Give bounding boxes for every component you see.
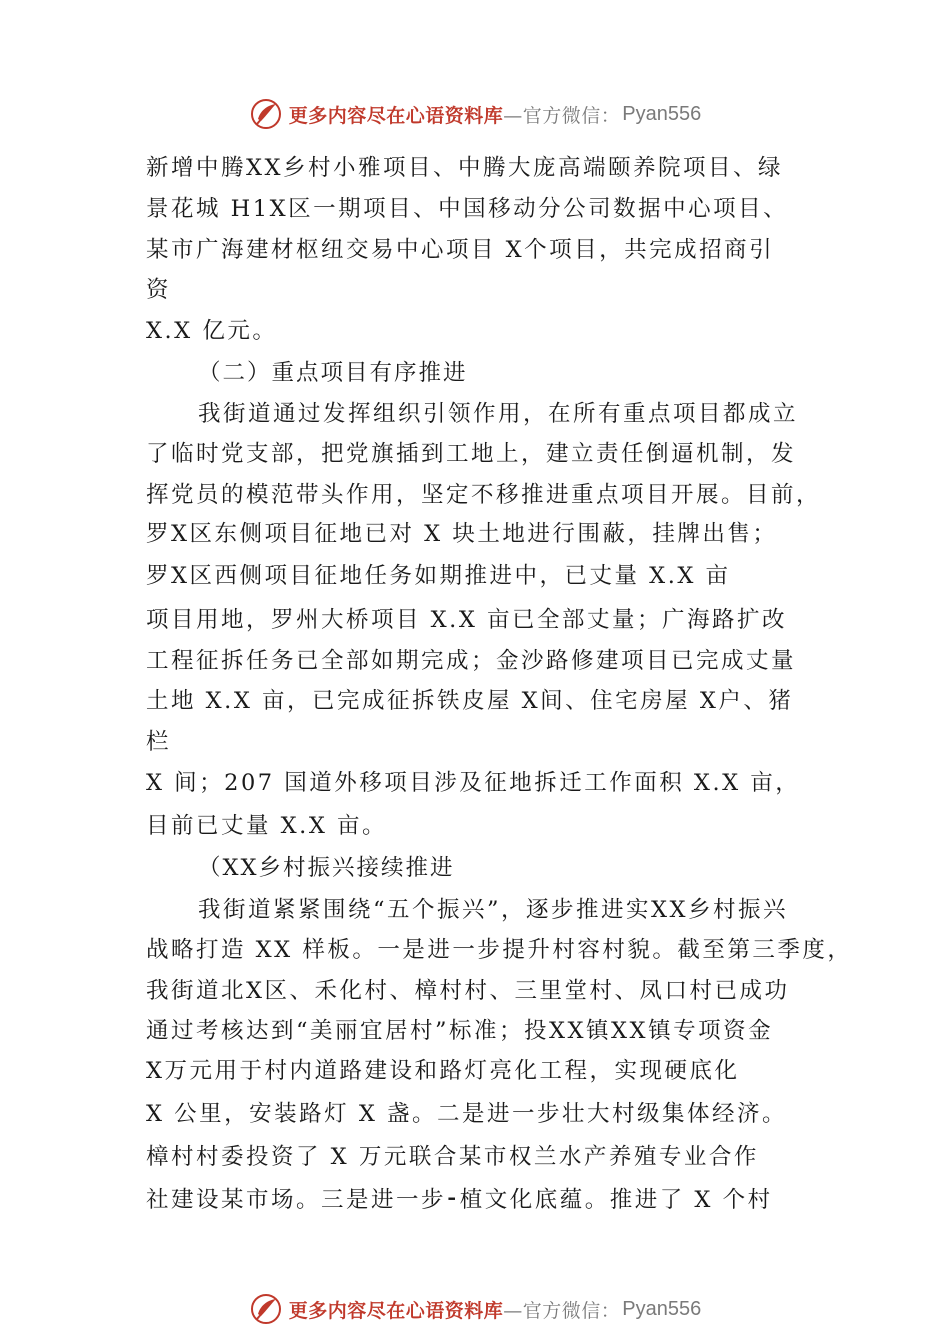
logo-icon xyxy=(249,1292,283,1326)
text-line: 目前已丈量 X.X 亩。 xyxy=(146,813,387,839)
text-line: X万元用于村内道路建设和路灯亮化工程，实现硬底化 xyxy=(146,1058,740,1084)
text-line: 了临时党支部，把党旗插到工地上，建立责任倒逼机制，发 xyxy=(146,441,797,467)
paragraph-first-line: 我街道通过发挥组织引领作用，在所有重点项目都成立 xyxy=(198,401,799,427)
text-line: 工程征拆任务已全部如期完成；金沙路修建项目已完成丈量 xyxy=(146,648,797,674)
banner-title: 更多内容尽在心语资料库 xyxy=(288,104,504,127)
text-line: 我街道北X区、禾化村、樟村村、三里堂村、凤口村已成功 xyxy=(146,978,790,1004)
banner-dash: —官方微信： xyxy=(503,104,621,127)
banner-wechat-id: Pyan556 xyxy=(622,1297,702,1320)
text-line: 罗X区东侧项目征地已对 X 块土地进行围蔽，挂牌出售； xyxy=(146,521,778,547)
banner-wechat-id: Pyan556 xyxy=(622,102,702,125)
text-line: 栏 xyxy=(146,729,172,755)
banner-title: 更多内容尽在心语资料库 xyxy=(288,1299,504,1322)
text-line: 通过考核达到“美丽宜居村”标准；投XX镇XX镇专项资金 xyxy=(146,1018,774,1044)
text-line: 新增中腾XX乡村小雅项目、中腾大庞高端颐养院项目、绿 xyxy=(146,155,784,181)
text-line: 土地 X.X 亩，已完成征拆铁皮屋 X间、住宅房屋 X户、猪 xyxy=(146,688,794,714)
text-line: 战略打造 XX 样板。一是进一步提升村容村貌。截至第三季度， xyxy=(146,937,853,963)
text-line: X 间；207 国道外移项目涉及征地拆迁工作面积 X.X 亩， xyxy=(146,770,801,796)
text-line: 挥党员的模范带头作用，坚定不移推进重点项目开展。目前， xyxy=(146,482,822,508)
section-heading: （二）重点项目有序推进 xyxy=(198,360,468,386)
paragraph-first-line: 我街道紧紧围绕“五个振兴”，逐步推进实XX乡村振兴 xyxy=(198,897,789,923)
text-line: 项目用地，罗州大桥项目 X.X 亩已全部丈量；广海路扩改 xyxy=(146,607,787,633)
text-line: 景花城 H1X区一期项目、中国移动分公司数据中心项目、 xyxy=(146,196,789,222)
text-line: 罗X区西侧项目征地任务如期推进中，已丈量 X.X 亩 xyxy=(146,563,731,589)
footer-banner xyxy=(0,1289,950,1329)
text-line: 资 xyxy=(146,277,172,303)
banner-dash: —官方微信： xyxy=(503,1299,621,1322)
text-line: 社建设某市场。三是进一步⁃植文化底蕴。推进了 X 个村 xyxy=(146,1187,773,1213)
text-line: 某市广海建材枢纽交易中心项目 X个项目，共完成招商引 xyxy=(146,237,775,263)
section-heading: （XX乡村振兴接续推进 xyxy=(198,855,455,881)
text-line: X.X 亿元。 xyxy=(146,318,278,344)
text-line: 樟村村委投资了 X 万元联合某市权兰水产养殖专业合作 xyxy=(146,1144,759,1170)
text-line: X 公里，安装路灯 X 盏。二是进一步壮大村级集体经济。 xyxy=(146,1101,787,1127)
